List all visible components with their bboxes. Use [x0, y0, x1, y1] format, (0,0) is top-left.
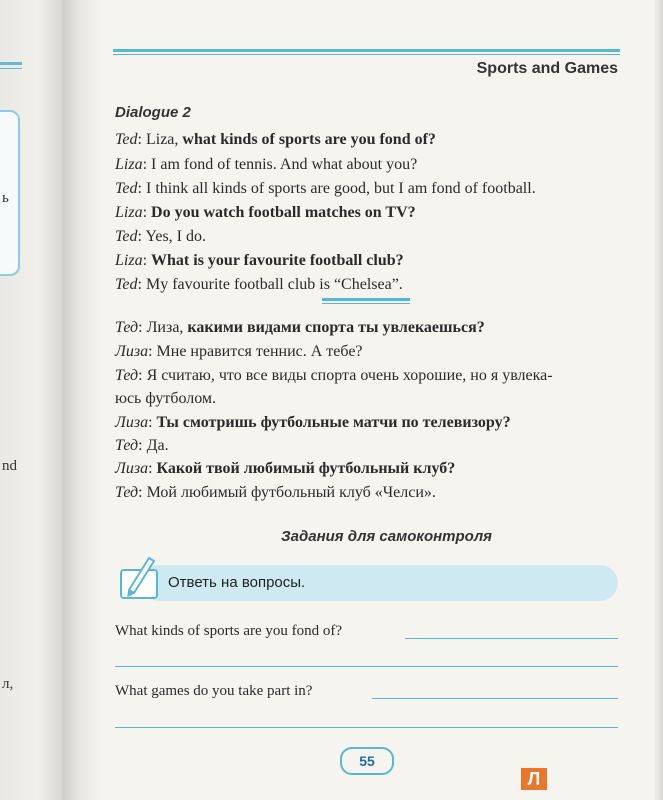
answer-line[interactable]: [115, 666, 618, 667]
line-text: Мой любимый футбольный клуб «Челси».: [146, 484, 436, 501]
section-divider: [322, 298, 410, 301]
speaker-name: Liza: [115, 252, 143, 269]
dialogue-line-ru: Тед: Да.: [115, 437, 169, 454]
left-page-fragment: ь: [2, 190, 9, 206]
left-page-rule: [0, 62, 22, 65]
speaker-name: Лиза: [115, 414, 149, 431]
dialogue-line: Liza: Do you watch football matches on TV?: [115, 204, 416, 221]
dialogue-line: Liza: What is your favourite football club?: [115, 252, 404, 269]
left-page-fragment: nd: [2, 458, 17, 474]
line-text: My favourite football club is “Chelsea”.: [145, 276, 403, 293]
line-text-bold: Какой твой любимый футбольный клуб?: [156, 460, 456, 477]
speaker-name: Ted: [115, 276, 138, 293]
line-text-bold: What is your favourite football club?: [151, 252, 404, 269]
header-rule-thin: [113, 54, 620, 55]
page-edge: [655, 0, 663, 800]
line-text-bold: what kinds of sports are you fond of?: [178, 131, 436, 148]
line-text: Я считаю, что все виды спорта очень хорошие, но я увлека-: [146, 367, 553, 384]
left-facing-page: [0, 0, 62, 800]
section-title: Sports and Games: [476, 60, 618, 77]
dialogue-line-ru: Лиза: Какой твой любимый футбольный клуб?: [115, 460, 456, 477]
speaker-name: Лиза: [115, 343, 149, 360]
line-text: I think all kinds of sports are good, but I am fond of football.: [145, 180, 536, 197]
line-text: Лиза,: [146, 319, 184, 336]
book-gutter: [62, 0, 102, 800]
speaker-name: Liza: [115, 204, 143, 221]
line-text: Liza,: [145, 131, 179, 148]
line-text: Мне нравится теннис. А тебе?: [156, 343, 363, 360]
line-text: I am fond of tennis. And what about you?: [151, 156, 418, 173]
page-number: 55: [340, 747, 394, 775]
task-label: Ответь на вопросы.: [168, 574, 306, 591]
left-page-fragment: л,: [2, 676, 14, 692]
dialogue-line: Ted: Yes, I do.: [115, 228, 206, 245]
publisher-logo: Л: [521, 768, 547, 790]
speaker-name: Лиза: [115, 460, 149, 477]
speaker-name: Ted: [115, 180, 138, 197]
dialogue-line-ru: Тед: Мой любимый футбольный клуб «Челси».: [115, 484, 436, 501]
dialogue-line: Ted: My favourite football club is “Chelsea”.: [115, 276, 403, 293]
speaker-name: Тед: [115, 367, 139, 384]
dialogue-line: Liza: I am fond of tennis. And what about you?: [115, 156, 418, 173]
answer-line[interactable]: [405, 638, 618, 639]
dialogue-line-ru: Лиза: Мне нравится теннис. А тебе?: [115, 343, 363, 360]
speaker-name: Тед: [115, 437, 139, 454]
dialogue-line: Ted: I think all kinds of sports are good, but I am fond of football.: [115, 180, 536, 197]
dialogue-line-ru: Лиза: Ты смотришь футбольные матчи по телевизору?: [115, 414, 511, 431]
line-text-bold: какими видами спорта ты увлекаешься?: [183, 319, 485, 336]
speaker-name: Тед: [115, 484, 139, 501]
dialogue-line-ru: Тед: Я считаю, что все виды спорта очень хорошие, но я увлека-: [115, 367, 553, 384]
question-text: What games do you take part in?: [115, 683, 313, 699]
speaker-name: Ted: [115, 131, 138, 148]
dialogue-line-ru: [115, 389, 216, 409]
line-text-bold: Ты смотришь футбольные матчи по телевизору?: [156, 414, 511, 431]
self-check-heading: Задания для самоконтроля: [280, 528, 493, 545]
pencil-icon: [115, 552, 165, 602]
line-text-bold: Do you watch football matches on TV?: [151, 204, 416, 221]
answer-line[interactable]: [372, 698, 618, 699]
dialogue-line: Ted: Liza, what kinds of sports are you fond of?: [115, 131, 436, 148]
dialogue-title: Dialogue 2: [115, 104, 191, 121]
answer-line[interactable]: [115, 727, 618, 728]
speaker-name: Liza: [115, 156, 143, 173]
line-text: Yes, I do.: [145, 228, 206, 245]
speaker-name: Тед: [115, 319, 139, 336]
header-rule: [113, 49, 620, 52]
question-text: What kinds of sports are you fond of?: [115, 623, 343, 639]
line-text: юсь футболом.: [115, 390, 217, 407]
section-divider-thin: [322, 303, 410, 304]
dialogue-line-ru: Тед: Лиза, какими видами спорта ты увлекаешься?: [115, 319, 485, 336]
line-text: Да.: [146, 437, 169, 454]
speaker-name: Ted: [115, 228, 138, 245]
left-page-rule-thin: [0, 68, 22, 69]
